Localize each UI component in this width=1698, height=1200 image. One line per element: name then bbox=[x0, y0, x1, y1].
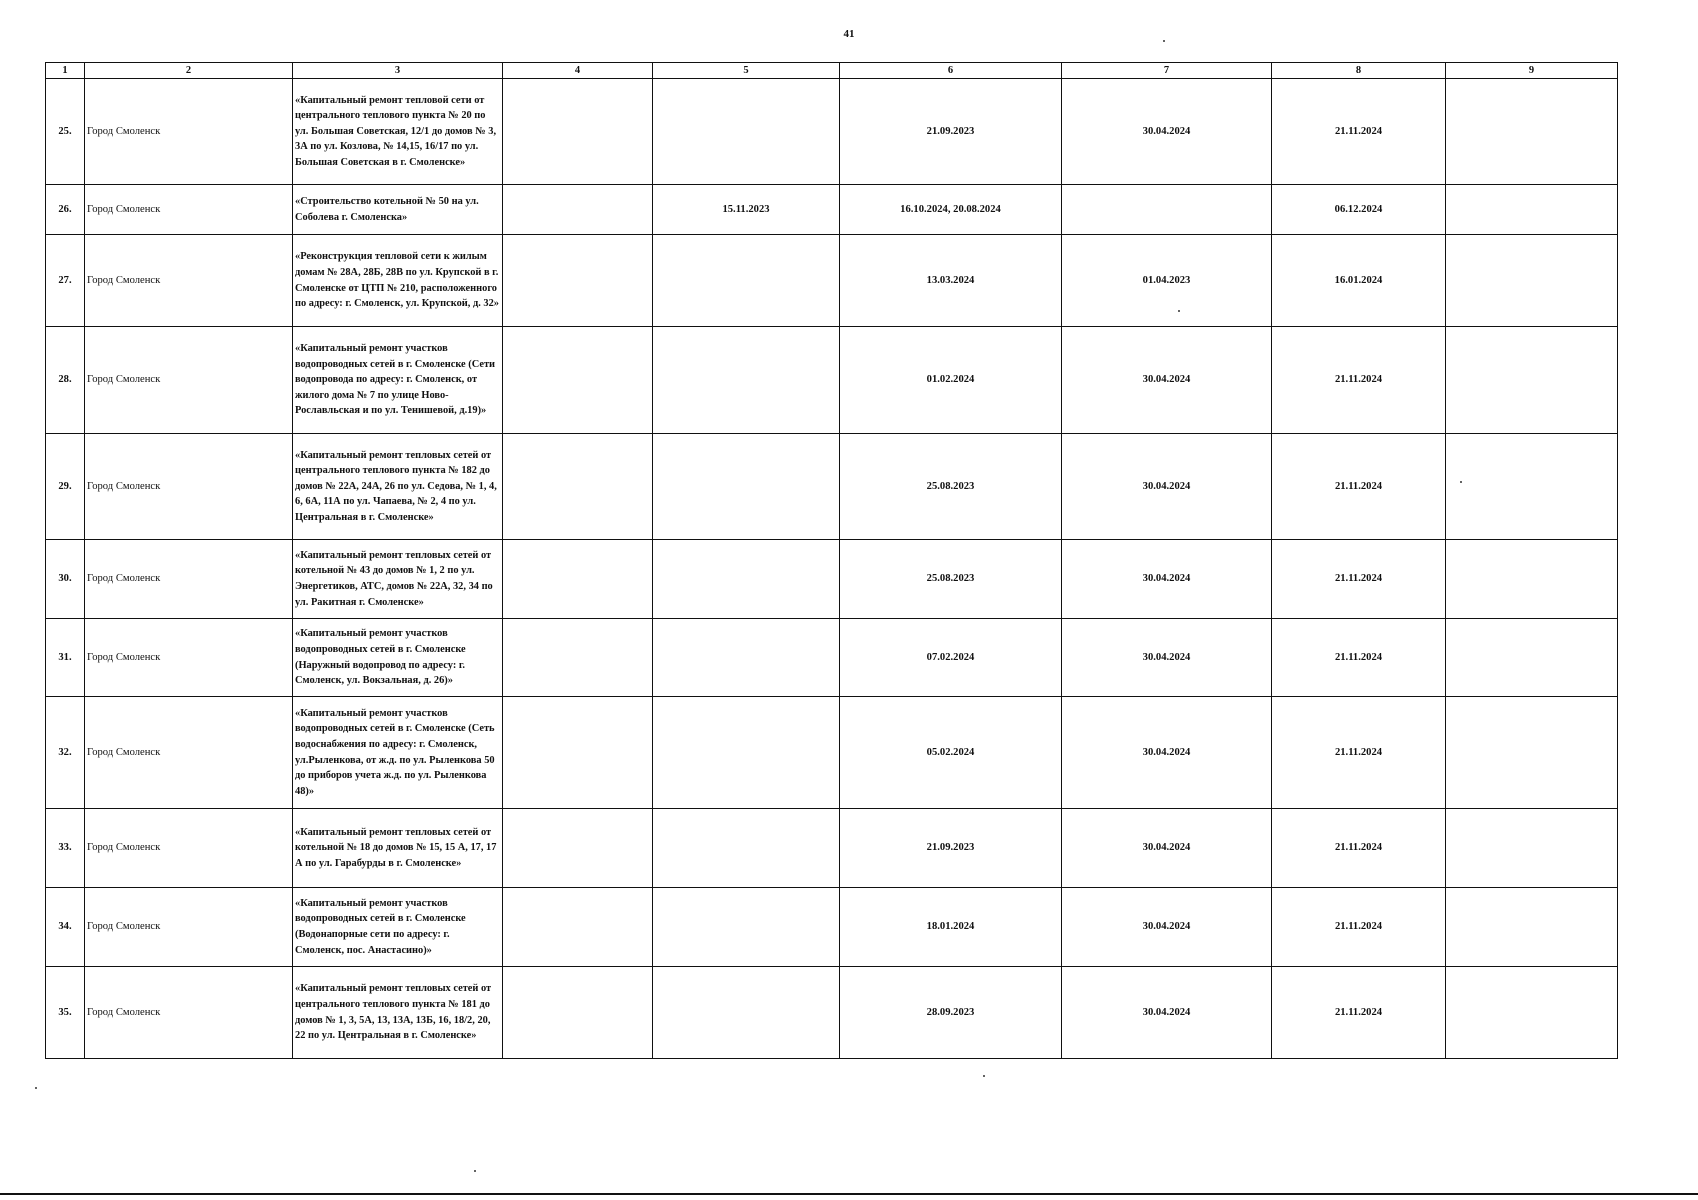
row-number-cell: 25. bbox=[46, 79, 85, 185]
registry-table bbox=[45, 62, 1618, 1059]
location-cell: Город Смоленск bbox=[85, 697, 293, 809]
row-number-cell: 29. bbox=[46, 434, 85, 540]
col7-cell: 30.04.2024 bbox=[1062, 809, 1272, 888]
col8-cell: 16.01.2024 bbox=[1272, 235, 1446, 327]
col6-cell: 28.09.2023 bbox=[840, 967, 1062, 1059]
description-cell: «Капитальный ремонт участков водопроводных сетей в г. Смоленске (Наружный водопровод по адресу: г. Смоленск, ул. Вокзальная, д. 26)» bbox=[293, 619, 503, 697]
description-cell: «Капитальный ремонт тепловых сетей от центрального теплового пункта № 182 до домов № 22А, 24А, 26 по ул. Седова, № 1, 4, 6, 6А, 11А по ул. Чапаева, № 2, 4 по ул. Центральная в г. Смоленске» bbox=[293, 434, 503, 540]
col5-cell bbox=[653, 888, 840, 967]
location-cell: Город Смоленск bbox=[85, 185, 293, 235]
col7-cell: 30.04.2024 bbox=[1062, 434, 1272, 540]
col5-cell bbox=[653, 79, 840, 185]
col4-cell bbox=[503, 967, 653, 1059]
row-number-cell: 32. bbox=[46, 697, 85, 809]
col6-cell: 16.10.2024, 20.08.2024 bbox=[840, 185, 1062, 235]
col9-cell bbox=[1446, 697, 1618, 809]
col8-cell: 21.11.2024 bbox=[1272, 967, 1446, 1059]
col7-cell: 30.04.2024 bbox=[1062, 697, 1272, 809]
location-cell: Город Смоленск bbox=[85, 327, 293, 434]
description-cell: «Капитальный ремонт тепловых сетей от котельной № 18 до домов № 15, 15 А, 17, 17 А по ул. Гарабурды в г. Смоленске» bbox=[293, 809, 503, 888]
row-number-cell: 33. bbox=[46, 809, 85, 888]
table-row bbox=[46, 185, 1618, 235]
bottom-rule bbox=[0, 1193, 1698, 1195]
location-cell: Город Смоленск bbox=[85, 967, 293, 1059]
col6-cell: 01.02.2024 bbox=[840, 327, 1062, 434]
scan-speck bbox=[474, 1170, 476, 1172]
column-header: 2 bbox=[85, 63, 293, 79]
col4-cell bbox=[503, 79, 653, 185]
col9-cell bbox=[1446, 888, 1618, 967]
col9-cell bbox=[1446, 327, 1618, 434]
location-cell: Город Смоленск bbox=[85, 79, 293, 185]
table-row bbox=[46, 327, 1618, 434]
col5-cell bbox=[653, 697, 840, 809]
row-number-cell: 30. bbox=[46, 540, 85, 619]
col8-cell: 21.11.2024 bbox=[1272, 434, 1446, 540]
scan-speck bbox=[1163, 40, 1165, 42]
location-cell: Город Смоленск bbox=[85, 809, 293, 888]
table-row bbox=[46, 235, 1618, 327]
col8-cell: 21.11.2024 bbox=[1272, 540, 1446, 619]
col4-cell bbox=[503, 327, 653, 434]
col7-cell: 30.04.2024 bbox=[1062, 967, 1272, 1059]
row-number-cell: 35. bbox=[46, 967, 85, 1059]
col8-cell: 21.11.2024 bbox=[1272, 697, 1446, 809]
col5-cell bbox=[653, 434, 840, 540]
col4-cell bbox=[503, 540, 653, 619]
description-cell: «Строительство котельной № 50 на ул. Соболева г. Смоленска» bbox=[293, 185, 503, 235]
col5-cell bbox=[653, 967, 840, 1059]
description-cell: «Капитальный ремонт тепловых сетей от котельной № 43 до домов № 1, 2 по ул. Энергетиков, АТС, домов № 22А, 32, 34 по ул. Ракитная г. Смоленске» bbox=[293, 540, 503, 619]
col5-cell bbox=[653, 540, 840, 619]
col5-cell bbox=[653, 235, 840, 327]
table-row bbox=[46, 697, 1618, 809]
col6-cell: 25.08.2023 bbox=[840, 540, 1062, 619]
description-cell: «Капитальный ремонт участков водопроводных сетей в г. Смоленске (Водонапорные сети по адресу: г. Смоленск, пос. Анастасино)» bbox=[293, 888, 503, 967]
col8-cell: 21.11.2024 bbox=[1272, 327, 1446, 434]
col7-cell: 30.04.2024 bbox=[1062, 79, 1272, 185]
table-row bbox=[46, 619, 1618, 697]
col8-cell: 21.11.2024 bbox=[1272, 809, 1446, 888]
col6-cell: 18.01.2024 bbox=[840, 888, 1062, 967]
col4-cell bbox=[503, 809, 653, 888]
row-number-cell: 34. bbox=[46, 888, 85, 967]
column-header: 5 bbox=[653, 63, 840, 79]
row-number-cell: 28. bbox=[46, 327, 85, 434]
col4-cell bbox=[503, 434, 653, 540]
row-number-cell: 26. bbox=[46, 185, 85, 235]
column-header: 4 bbox=[503, 63, 653, 79]
col6-cell: 13.03.2024 bbox=[840, 235, 1062, 327]
col9-cell bbox=[1446, 434, 1618, 540]
col4-cell bbox=[503, 619, 653, 697]
page-number: 41 bbox=[843, 28, 855, 40]
column-header: 9 bbox=[1446, 63, 1618, 79]
location-cell: Город Смоленск bbox=[85, 619, 293, 697]
column-header: 8 bbox=[1272, 63, 1446, 79]
col5-cell bbox=[653, 619, 840, 697]
col7-cell: 30.04.2024 bbox=[1062, 327, 1272, 434]
location-cell: Город Смоленск bbox=[85, 888, 293, 967]
col5-cell bbox=[653, 809, 840, 888]
column-number-row bbox=[46, 63, 1618, 79]
location-cell: Город Смоленск bbox=[85, 540, 293, 619]
row-number-cell: 27. bbox=[46, 235, 85, 327]
row-number-cell: 31. bbox=[46, 619, 85, 697]
description-cell: «Капитальный ремонт тепловых сетей от центрального теплового пункта № 181 до домов № 1, 3, 5А, 13, 13А, 13Б, 16, 18/2, 20, 22 по ул. Центральная в г. Смоленске» bbox=[293, 967, 503, 1059]
col5-cell bbox=[653, 327, 840, 434]
col9-cell bbox=[1446, 967, 1618, 1059]
col7-cell: 30.04.2024 bbox=[1062, 619, 1272, 697]
scan-speck bbox=[1460, 481, 1462, 483]
col9-cell bbox=[1446, 79, 1618, 185]
column-header: 1 bbox=[46, 63, 85, 79]
column-header: 7 bbox=[1062, 63, 1272, 79]
location-cell: Город Смоленск bbox=[85, 235, 293, 327]
col7-cell: 01.04.2023 bbox=[1062, 235, 1272, 327]
col8-cell: 06.12.2024 bbox=[1272, 185, 1446, 235]
col7-cell: 30.04.2024 bbox=[1062, 888, 1272, 967]
col7-cell: 30.04.2024 bbox=[1062, 540, 1272, 619]
col8-cell: 21.11.2024 bbox=[1272, 888, 1446, 967]
col9-cell bbox=[1446, 235, 1618, 327]
table-row bbox=[46, 809, 1618, 888]
table-row bbox=[46, 967, 1618, 1059]
col9-cell bbox=[1446, 809, 1618, 888]
col6-cell: 07.02.2024 bbox=[840, 619, 1062, 697]
col6-cell: 21.09.2023 bbox=[840, 79, 1062, 185]
description-cell: «Капитальный ремонт участков водопроводных сетей в г. Смоленске (Сеть водоснабжения по адресу: г. Смоленск, ул.Рыленкова, от ж.д. по ул. Рыленкова 50 до приборов учета ж.д. по ул. Рыленкова 48)» bbox=[293, 697, 503, 809]
scan-speck bbox=[35, 1087, 37, 1089]
col6-cell: 25.08.2023 bbox=[840, 434, 1062, 540]
col4-cell bbox=[503, 235, 653, 327]
col5-cell: 15.11.2023 bbox=[653, 185, 840, 235]
col6-cell: 05.02.2024 bbox=[840, 697, 1062, 809]
col7-cell bbox=[1062, 185, 1272, 235]
col6-cell: 21.09.2023 bbox=[840, 809, 1062, 888]
col9-cell bbox=[1446, 619, 1618, 697]
table-row bbox=[46, 434, 1618, 540]
col8-cell: 21.11.2024 bbox=[1272, 619, 1446, 697]
col4-cell bbox=[503, 888, 653, 967]
table-row bbox=[46, 888, 1618, 967]
table-row bbox=[46, 540, 1618, 619]
column-header: 3 bbox=[293, 63, 503, 79]
location-cell: Город Смоленск bbox=[85, 434, 293, 540]
col9-cell bbox=[1446, 185, 1618, 235]
table-row bbox=[46, 79, 1618, 185]
column-header: 6 bbox=[840, 63, 1062, 79]
description-cell: «Капитальный ремонт участков водопроводных сетей в г. Смоленске (Сети водопровода по адресу: г. Смоленск, от жилого дома № 7 по улице Ново-Рославльская и по ул. Тенишевой, д.19)» bbox=[293, 327, 503, 434]
scan-speck bbox=[983, 1075, 985, 1077]
col8-cell: 21.11.2024 bbox=[1272, 79, 1446, 185]
col4-cell bbox=[503, 697, 653, 809]
col4-cell bbox=[503, 185, 653, 235]
col9-cell bbox=[1446, 540, 1618, 619]
description-cell: «Реконструкция тепловой сети к жилым домам № 28А, 28Б, 28В по ул. Крупской в г. Смоленске от ЦТП № 210, расположенного по адресу: г. Смоленск, ул. Крупской, д. 32» bbox=[293, 235, 503, 327]
description-cell: «Капитальный ремонт тепловой сети от центрального теплового пункта № 20 по ул. Большая Советская, 12/1 до домов № 3, 3А по ул. Козлова, № 14,15, 16/17 по ул. Большая Советская в г. Смоленске» bbox=[293, 79, 503, 185]
scan-speck bbox=[1178, 310, 1180, 312]
